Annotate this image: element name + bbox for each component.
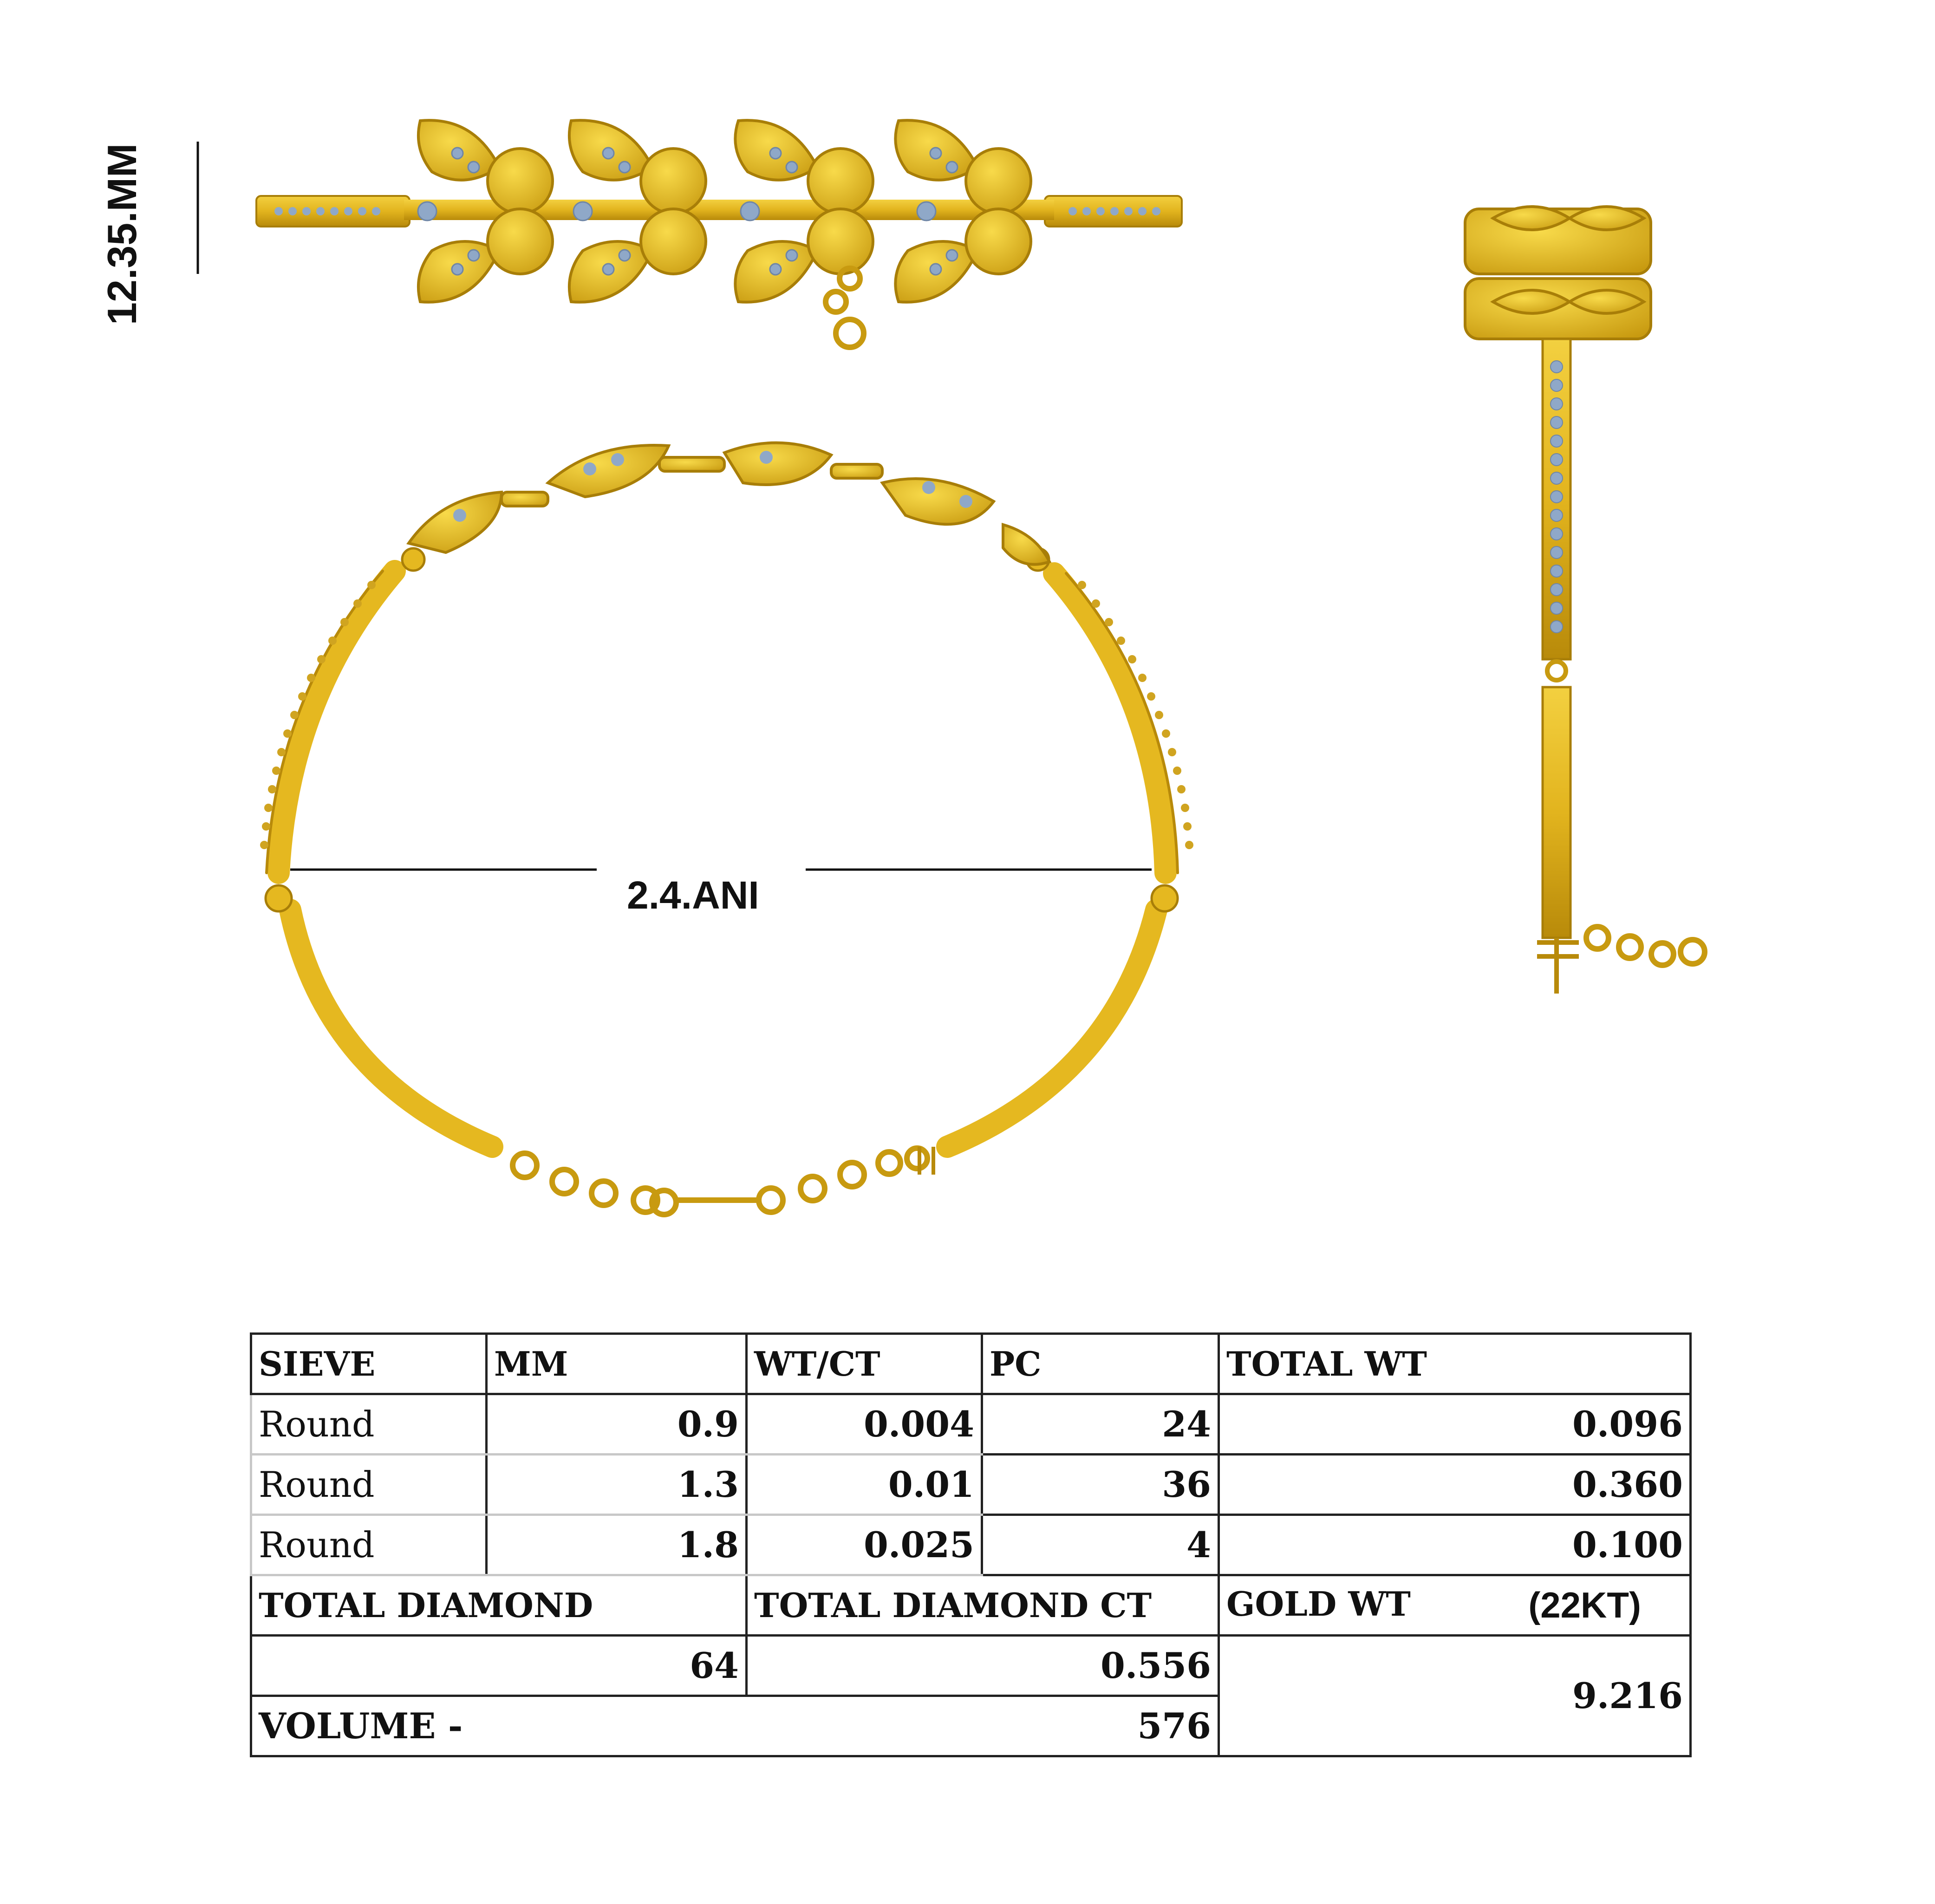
table-row [251,1515,1691,1575]
gold-wt-label-cell [1219,1575,1691,1636]
gold-wt-value: 9.216 [1219,1636,1691,1756]
total-diamond-ct-label: TOTAL DIAMOND CT [747,1575,1219,1636]
header-pc: PC [982,1334,1219,1394]
cell-pc: 24 [982,1394,1219,1455]
cell-mm: 1.8 [487,1515,747,1575]
table-row [251,1394,1691,1455]
gold-wt-label: GOLD WT [1226,1584,1411,1624]
cell-mm: 0.9 [487,1394,747,1455]
summary-label-row [251,1575,1691,1636]
summary-value-row [251,1636,1691,1696]
total-diamond-label: TOTAL DIAMOND [251,1575,747,1636]
cell-total-wt: 0.100 [1219,1515,1691,1575]
specification-table [250,1332,1692,1757]
volume-label: VOLUME - [251,1696,747,1756]
height-dimension-label: 12.35.MM [99,143,145,325]
cell-wt-ct: 0.004 [747,1394,982,1455]
cell-pc: 36 [982,1455,1219,1515]
header-sieve: SIEVE [251,1334,487,1394]
cell-sieve: Round [251,1515,487,1575]
volume-value: 576 [747,1696,1219,1756]
header-total-wt: TOTAL WT [1219,1334,1691,1394]
table-row [251,1455,1691,1515]
cell-sieve: Round [251,1394,487,1455]
total-diamond-value: 64 [251,1636,747,1696]
cell-sieve: Round [251,1455,487,1515]
cell-total-wt: 0.096 [1219,1394,1691,1455]
table-header-row [251,1334,1691,1394]
cell-pc: 4 [982,1515,1219,1575]
cell-total-wt: 0.360 [1219,1455,1691,1515]
header-mm: MM [487,1334,747,1394]
cell-wt-ct: 0.025 [747,1515,982,1575]
cell-mm: 1.3 [487,1455,747,1515]
gold-karat: (22KT) [1528,1585,1641,1625]
width-dimension-label: 2.4.ANI [627,873,759,917]
cell-wt-ct: 0.01 [747,1455,982,1515]
total-diamond-ct-value: 0.556 [747,1636,1219,1696]
header-wt-ct: WT/CT [747,1334,982,1394]
